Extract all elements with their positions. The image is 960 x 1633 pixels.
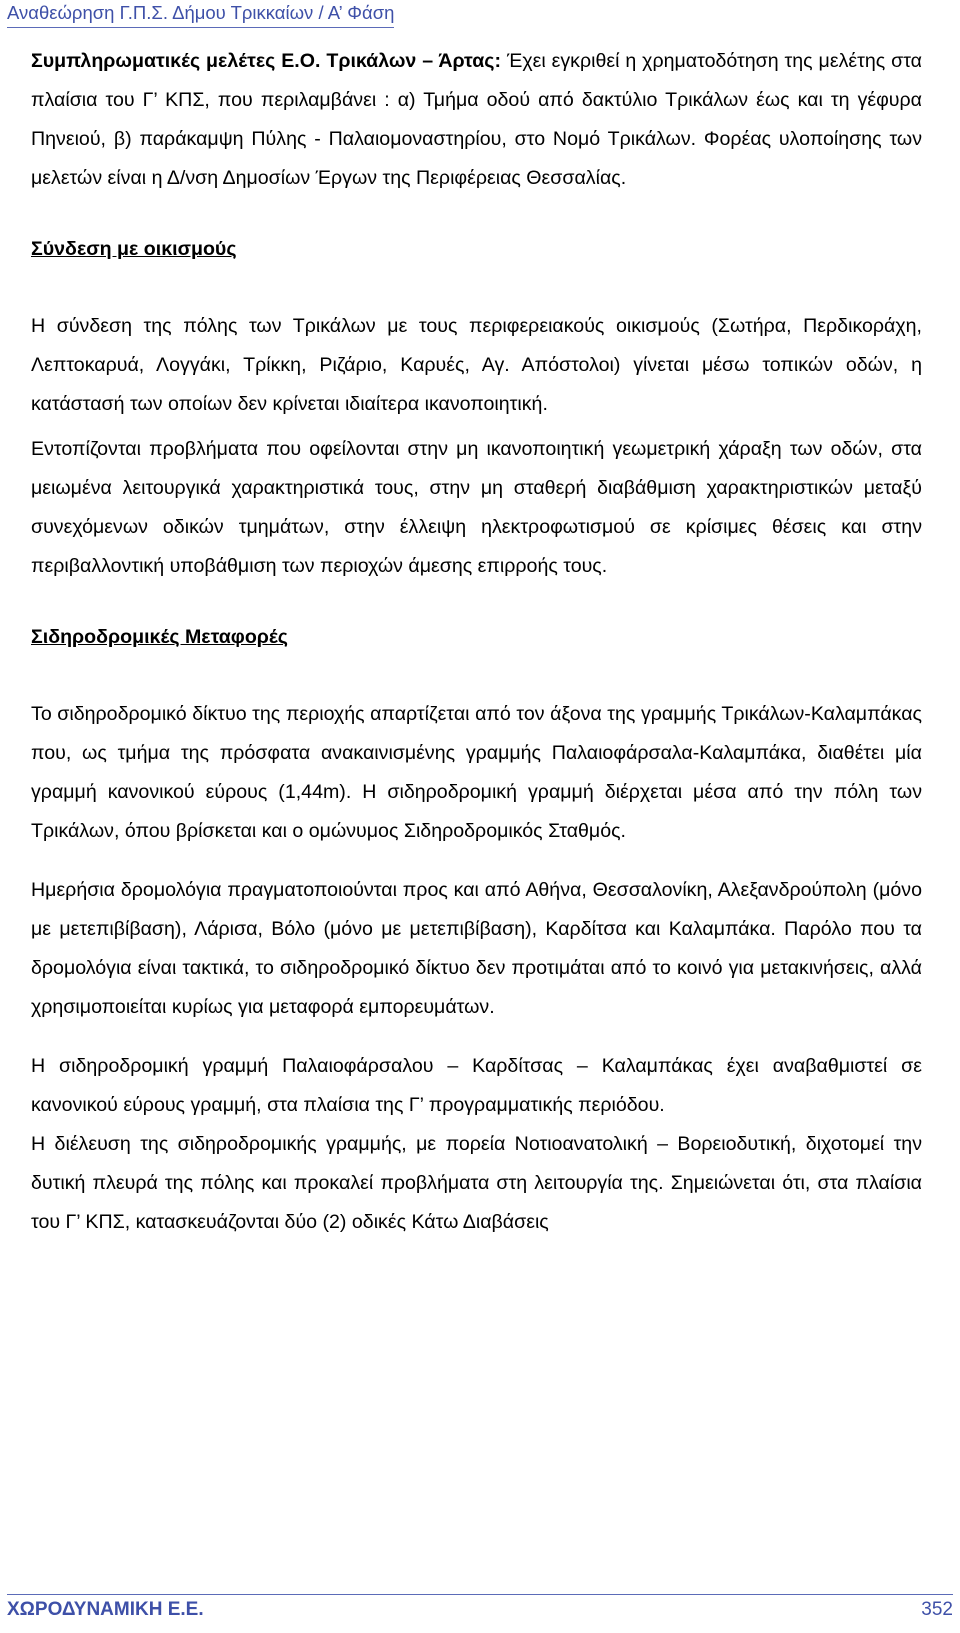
footer-divider [7,1594,953,1595]
intro-lead: Συμπληρωματικές μελέτες Ε.Ο. Τρικάλων – Άρτας: [31,50,502,72]
rail-paragraph-3: Η σιδηροδρομική γραμμή Παλαιοφάρσαλου – Καρδίτσας – Καλαμπάκας έχει αναβαθμιστεί σε κανονικού εύρους γραμμή, στα πλαίσια της Γ’ προγραμματικής περιόδου. [31,1055,922,1116]
intro-text: Έχει εγκριθεί η χρηματοδότηση της μελέτης στα πλαίσια του Γ’ ΚΠΣ, που περιλαμβάνει : α) Τμήμα οδού από δακτύλιο Τρικάλων έως και τη γέφυρα Πηνειού, β) παράκαμψη Πύλης - Παλαιομοναστηρίου, στο Νομό Τρικάλων. Φορέας υλοποίησης των μελετών είναι η Δ/νση Δημοσίων Έργων της Περιφέρειας Θεσσαλίας. [31,50,922,189]
settlements-paragraph-1: Η σύνδεση της πόλης των Τρικάλων με τους περιφερειακούς οικισμούς (Σωτήρα, Περδικοράχη, Λεπτοκαρυά, Λογγάκι, Τρίκκη, Ριζάριο, Καρυές, Αγ. Απόστολοι) γίνεται μέσω τοπικών οδών, η κατάστασή των οποίων δεν κρίνεται ιδιαίτερα ικανοποιητική. [31,315,922,415]
running-header-title: Αναθεώρηση Γ.Π.Σ. Δήμου Τρικκαίων / Α’ Φάση [7,2,394,28]
footer-company: ΧΩΡΟΔΥΝΑΜΙΚΗ Ε.Ε. [7,1599,204,1620]
rail-paragraph-1: Το σιδηροδρομικό δίκτυο της περιοχής απαρτίζεται από τον άξονα της γραμμής Τρικάλων-Καλαμπάκας που, ως τμήμα της πρόσφατα ανακαινισμένης γραμμής Παλαιοφάρσαλα-Καλαμπάκα, διαθέτει μία γραμμή κανονικού εύρους (1,44m). Η σιδηροδρομική γραμμή διέρχεται μέσα από την πόλη των Τρικάλων, όπου βρίσκεται και ο ομώνυμος Σιδηροδρομικός Σταθμός. [31,703,922,842]
rail-paragraph-4: Η διέλευση της σιδηροδρομικής γραμμής, με πορεία Νοτιοανατολική – Βορειοδυτική, διχοτομεί την δυτική πλευρά της πόλης και προκαλεί προβλήματα στη λειτουργία της. Σημειώνεται ότι, στα πλαίσια του Γ’ ΚΠΣ, κατασκευάζονται δύο (2) οδικές Κάτω Διαβάσεις [31,1133,922,1233]
document-body [31,42,922,1242]
heading-rail: Σιδηροδρομικές Μεταφορές [31,626,288,648]
heading-settlements: Σύνδεση με οικισμούς [31,238,237,260]
rail-paragraph-2: Ημερήσια δρομολόγια πραγματοποιούνται προς και από Αθήνα, Θεσσαλονίκη, Αλεξανδρούπολη (μόνο με μετεπιβίβαση), Λάρισα, Βόλο (μόνο με μετεπιβίβαση), Καρδίτσα και Καλαμπάκα. Παρόλο που τα δρομολόγια είναι τακτικά, το σιδηροδρομικό δίκτυο δεν προτιμάται από το κοινό για μετακινήσεις, αλλά χρησιμοποιείται κυρίως για μεταφορά εμπορευμάτων. [31,879,922,1018]
page-number: 352 [921,1599,953,1620]
intro-paragraph [31,42,922,198]
settlements-paragraph-2: Εντοπίζονται προβλήματα που οφείλονται στην μη ικανοποιητική γεωμετρική χάραξη των οδών, στα μειωμένα λειτουργικά χαρακτηριστικά τους, στην μη σταθερή διαβάθμιση χαρακτηριστικών μεταξύ συνεχόμενων οδικών τμημάτων, στην έλλειψη ηλεκτροφωτισμού σε κρίσιμες θέσεις και στην περιβαλλοντική υποβάθμιση των περιοχών άμεσης επιρροής τους. [31,438,922,577]
